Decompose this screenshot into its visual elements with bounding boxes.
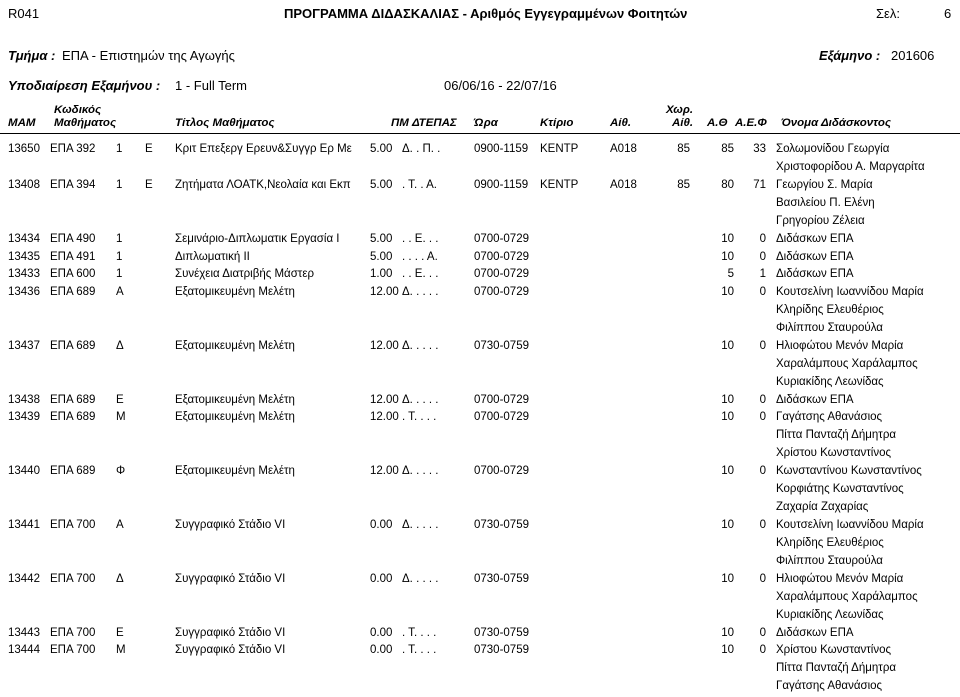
cell-aef: 0	[759, 644, 766, 656]
col-capacity-top: Χωρ.	[666, 104, 694, 116]
cell-pm: 12.00	[370, 465, 399, 477]
cell-group: Ε	[145, 143, 153, 155]
cell-time: 0900-1159	[474, 143, 529, 155]
cell-mam: 13437	[8, 340, 40, 352]
cell-section: 1	[116, 268, 123, 280]
cell-instructor: Διδάσκων ΕΠΑ	[776, 627, 854, 639]
cell-title: Εξατομικευμένη Μελέτη	[175, 340, 295, 352]
cell-title: Κριτ Επεξεργ Ερευν&Συγγρ Ερ Με	[175, 143, 352, 155]
cell-section: Δ	[116, 340, 124, 352]
cell-title: Εξατομικευμένη Μελέτη	[175, 286, 295, 298]
date-range: 06/06/16 - 22/07/16	[444, 78, 557, 93]
cell-instructor: Κουτσελίνη Ιωαννίδου Μαρία	[776, 519, 924, 531]
col-aef: Α.Ε.Φ	[735, 117, 767, 129]
cell-ath: 10	[721, 251, 734, 263]
cell-dtepas: Δ. . . . .	[402, 519, 439, 531]
cell-title: Εξατομικευμένη Μελέτη	[175, 465, 295, 477]
semester-label: Εξάμηνο :	[819, 48, 881, 63]
cell-title: Σεμινάριο-Διπλωματικ Εργασία Ι	[175, 233, 340, 245]
cell-ath: 10	[721, 573, 734, 585]
cell-section: 1	[116, 251, 123, 263]
cell-time: 0700-0729	[474, 394, 529, 406]
cell-pm: 0.00	[370, 627, 393, 639]
cell-section: 1	[116, 143, 123, 155]
cell-instructor: Διδάσκων ΕΠΑ	[776, 251, 854, 263]
cell-dtepas: . Τ. . . .	[402, 411, 437, 423]
cell-instructor: Πίττα Πανταζή Δήμητρα	[776, 662, 897, 674]
cell-instructor: Κωνσταντίνου Κωνσταντίνος	[776, 465, 922, 477]
col-instructor: Όνομα Διδάσκοντος	[781, 117, 891, 129]
col-mam: ΜΑΜ	[8, 117, 36, 129]
cell-instructor: Γρηγορίου Ζέλεια	[776, 215, 865, 227]
cell-capacity: 85	[677, 179, 690, 191]
cell-time: 0700-0729	[474, 251, 529, 263]
cell-aef: 0	[759, 573, 766, 585]
page-number: 6	[944, 6, 952, 21]
cell-ath: 80	[721, 179, 734, 191]
cell-dtepas: . Τ. . . .	[402, 627, 437, 639]
cell-aef: 71	[753, 179, 766, 191]
cell-instructor: Διδάσκων ΕΠΑ	[776, 233, 854, 245]
col-code-bottom: Μαθήματος	[54, 117, 117, 129]
report-code: R041	[8, 6, 40, 21]
cell-title: Εξατομικευμένη Μελέτη	[175, 394, 295, 406]
cell-ath: 10	[721, 233, 734, 245]
cell-aef: 33	[753, 143, 766, 155]
cell-aef: 1	[759, 268, 766, 280]
col-time: Ώρα	[474, 117, 498, 129]
cell-time: 0730-0759	[474, 573, 529, 585]
cell-pm: 12.00	[370, 411, 399, 423]
cell-mam: 13433	[8, 268, 40, 280]
cell-time: 0700-0729	[474, 233, 529, 245]
cell-instructor: Φιλίππου Σταυρούλα	[776, 322, 883, 334]
table-row	[0, 465, 960, 513]
cell-group: Ε	[145, 179, 153, 191]
cell-ath: 10	[721, 286, 734, 298]
cell-dtepas: Δ. . Π. .	[402, 143, 441, 155]
table-row	[0, 251, 960, 268]
cell-dtepas: Δ. . . . .	[402, 465, 439, 477]
cell-instructor: Γαγάτσης Αθανάσιος	[776, 411, 883, 423]
table-row	[0, 411, 960, 459]
cell-dtepas: . . Ε. . .	[402, 233, 439, 245]
cell-pm: 5.00	[370, 143, 393, 155]
cell-title: Συγγραφικό Στάδιο VI	[175, 644, 286, 656]
cell-code: ΕΠΑ 689	[50, 411, 96, 423]
cell-pm: 0.00	[370, 573, 393, 585]
cell-pm: 1.00	[370, 268, 393, 280]
cell-ath: 10	[721, 411, 734, 423]
cell-mam: 13440	[8, 465, 40, 477]
cell-title: Συνέχεια Διατριβής Μάστερ	[175, 268, 315, 280]
cell-aef: 0	[759, 465, 766, 477]
cell-section: Α	[116, 286, 124, 298]
cell-section: Ε	[116, 627, 124, 639]
cell-code: ΕΠΑ 689	[50, 394, 96, 406]
cell-instructor: Διδάσκων ΕΠΑ	[776, 268, 854, 280]
cell-mam: 13441	[8, 519, 40, 531]
cell-instructor: Κληρίδης Ελευθέριος	[776, 537, 884, 549]
cell-time: 0700-0729	[474, 411, 529, 423]
cell-mam: 13435	[8, 251, 40, 263]
report-title: ΠΡΟΓΡΑΜΜΑ ΔΙΔΑΣΚΑΛΙΑΣ - Αριθμός Εγγεγραμμένων Φοιτητών	[284, 6, 688, 21]
cell-instructor: Χαραλάμπους Χαράλαμπος	[776, 358, 918, 370]
table-row	[0, 286, 960, 334]
cell-code: ΕΠΑ 700	[50, 573, 96, 585]
cell-title: Ζητήματα ΛΟΑΤΚ,Νεολαία και Εκπ	[175, 179, 351, 191]
cell-dtepas: . . Ε. . .	[402, 268, 439, 280]
col-room: Αίθ.	[610, 117, 632, 129]
department-label: Τμήμα :	[8, 48, 56, 63]
cell-code: ΕΠΑ 689	[50, 465, 96, 477]
cell-instructor: Ηλιοφώτου Μενόν Μαρία	[776, 340, 904, 352]
cell-title: Συγγραφικό Στάδιο VI	[175, 519, 286, 531]
cell-code: ΕΠΑ 600	[50, 268, 96, 280]
cell-ath: 10	[721, 340, 734, 352]
cell-aef: 0	[759, 394, 766, 406]
department-value: ΕΠΑ - Επιστημών της Αγωγής	[62, 48, 235, 63]
cell-aef: 0	[759, 233, 766, 245]
cell-aef: 0	[759, 627, 766, 639]
cell-code: ΕΠΑ 394	[50, 179, 96, 191]
cell-instructor: Φιλίππου Σταυρούλα	[776, 555, 883, 567]
cell-mam: 13408	[8, 179, 40, 191]
cell-pm: 12.00	[370, 286, 399, 298]
cell-instructor: Πίττα Πανταζή Δήμητρα	[776, 429, 897, 441]
cell-mam: 13443	[8, 627, 40, 639]
cell-title: Συγγραφικό Στάδιο VI	[175, 573, 286, 585]
header-rule	[0, 133, 960, 134]
col-dtepas: ΔΤΕΠΑΣ	[412, 117, 457, 129]
cell-pm: 5.00	[370, 233, 393, 245]
cell-dtepas: Δ. . . . .	[402, 394, 439, 406]
subdivision-value: 1 - Full Term	[175, 78, 247, 93]
cell-mam: 13442	[8, 573, 40, 585]
cell-aef: 0	[759, 286, 766, 298]
semester-value: 201606	[891, 48, 935, 63]
cell-instructor: Ζαχαρία Ζαχαρίας	[776, 501, 869, 513]
cell-section: Μ	[116, 411, 126, 423]
col-building: Κτίριο	[540, 117, 574, 129]
subdivision-label: Υποδιαίρεση Εξαμήνου :	[8, 78, 161, 93]
table-row	[0, 644, 960, 692]
cell-section: Α	[116, 519, 124, 531]
table-row	[0, 268, 960, 285]
cell-code: ΕΠΑ 392	[50, 143, 96, 155]
table-row	[0, 519, 960, 567]
cell-dtepas: . Τ. . . .	[402, 644, 437, 656]
cell-instructor: Χρίστου Κωνσταντίνος	[776, 644, 892, 656]
cell-dtepas: Δ. . . . .	[402, 286, 439, 298]
cell-dtepas: Δ. . . . .	[402, 340, 439, 352]
table-row	[0, 143, 960, 173]
col-title: Τίτλος Μαθήματος	[175, 117, 275, 129]
cell-room: Α018	[610, 143, 637, 155]
cell-mam: 13439	[8, 411, 40, 423]
cell-instructor: Κυριακίδης Λεωνίδας	[776, 609, 884, 621]
cell-mam: 13444	[8, 644, 40, 656]
cell-time: 0730-0759	[474, 644, 529, 656]
cell-pm: 12.00	[370, 394, 399, 406]
cell-time: 0900-1159	[474, 179, 529, 191]
cell-dtepas: Δ. . . . .	[402, 573, 439, 585]
cell-code: ΕΠΑ 689	[50, 340, 96, 352]
cell-room: Α018	[610, 179, 637, 191]
cell-code: ΕΠΑ 700	[50, 644, 96, 656]
cell-instructor: Διδάσκων ΕΠΑ	[776, 394, 854, 406]
cell-section: 1	[116, 233, 123, 245]
cell-section: 1	[116, 179, 123, 191]
cell-pm: 0.00	[370, 644, 393, 656]
cell-pm: 5.00	[370, 179, 393, 191]
cell-time: 0730-0759	[474, 627, 529, 639]
table-row	[0, 340, 960, 388]
cell-instructor: Χριστοφορίδου Α. Μαργαρίτα	[776, 161, 925, 173]
cell-ath: 10	[721, 465, 734, 477]
cell-code: ΕΠΑ 689	[50, 286, 96, 298]
cell-mam: 13434	[8, 233, 40, 245]
cell-title: Διπλωματική ΙΙ	[175, 251, 250, 263]
cell-aef: 0	[759, 519, 766, 531]
cell-instructor: Κορφιάτης Κωνσταντίνος	[776, 483, 904, 495]
col-ath: Α.Θ	[707, 117, 728, 129]
cell-pm: 0.00	[370, 519, 393, 531]
cell-instructor: Γεωργίου Σ. Μαρία	[776, 179, 873, 191]
cell-instructor: Κουτσελίνη Ιωαννίδου Μαρία	[776, 286, 924, 298]
cell-capacity: 85	[677, 143, 690, 155]
cell-ath: 85	[721, 143, 734, 155]
col-pm: ΠΜ	[391, 117, 409, 129]
page-label: Σελ:	[876, 6, 900, 21]
cell-instructor: Βασιλείου Π. Ελένη	[776, 197, 875, 209]
cell-aef: 0	[759, 251, 766, 263]
cell-ath: 10	[721, 394, 734, 406]
cell-instructor: Χρίστου Κωνσταντίνος	[776, 447, 892, 459]
col-capacity-bottom: Αίθ.	[672, 117, 694, 129]
cell-instructor: Χαραλάμπους Χαράλαμπος	[776, 591, 918, 603]
table-row	[0, 233, 960, 250]
cell-pm: 12.00	[370, 340, 399, 352]
cell-time: 0730-0759	[474, 340, 529, 352]
cell-instructor: Γαγάτσης Αθανάσιος	[776, 680, 883, 692]
cell-instructor: Κυριακίδης Λεωνίδας	[776, 376, 884, 388]
cell-section: Φ	[116, 465, 126, 477]
cell-dtepas: . . . . Α.	[402, 251, 438, 263]
cell-section: Μ	[116, 644, 126, 656]
cell-instructor: Σολωμονίδου Γεωργία	[776, 143, 890, 155]
cell-section: Δ	[116, 573, 124, 585]
cell-time: 0700-0729	[474, 268, 529, 280]
table-row	[0, 573, 960, 621]
cell-code: ΕΠΑ 490	[50, 233, 96, 245]
cell-mam: 13650	[8, 143, 40, 155]
cell-instructor: Ηλιοφώτου Μενόν Μαρία	[776, 573, 904, 585]
col-code-top: Κωδικός	[54, 104, 102, 116]
cell-title: Συγγραφικό Στάδιο VI	[175, 627, 286, 639]
cell-mam: 13436	[8, 286, 40, 298]
cell-code: ΕΠΑ 700	[50, 627, 96, 639]
cell-pm: 5.00	[370, 251, 393, 263]
cell-ath: 10	[721, 627, 734, 639]
cell-instructor: Κληρίδης Ελευθέριος	[776, 304, 884, 316]
table-row	[0, 179, 960, 227]
cell-time: 0700-0729	[474, 286, 529, 298]
cell-code: ΕΠΑ 491	[50, 251, 96, 263]
cell-code: ΕΠΑ 700	[50, 519, 96, 531]
table-row	[0, 627, 960, 644]
cell-dtepas: . Τ. . Α.	[402, 179, 437, 191]
cell-time: 0730-0759	[474, 519, 529, 531]
cell-building: ΚΕΝΤΡ	[540, 179, 579, 191]
cell-mam: 13438	[8, 394, 40, 406]
cell-ath: 5	[727, 268, 734, 280]
cell-aef: 0	[759, 411, 766, 423]
cell-ath: 10	[721, 519, 734, 531]
cell-section: Ε	[116, 394, 124, 406]
table-row	[0, 394, 960, 411]
cell-title: Εξατομικευμένη Μελέτη	[175, 411, 295, 423]
cell-ath: 10	[721, 644, 734, 656]
cell-building: ΚΕΝΤΡ	[540, 143, 579, 155]
cell-aef: 0	[759, 340, 766, 352]
cell-time: 0700-0729	[474, 465, 529, 477]
